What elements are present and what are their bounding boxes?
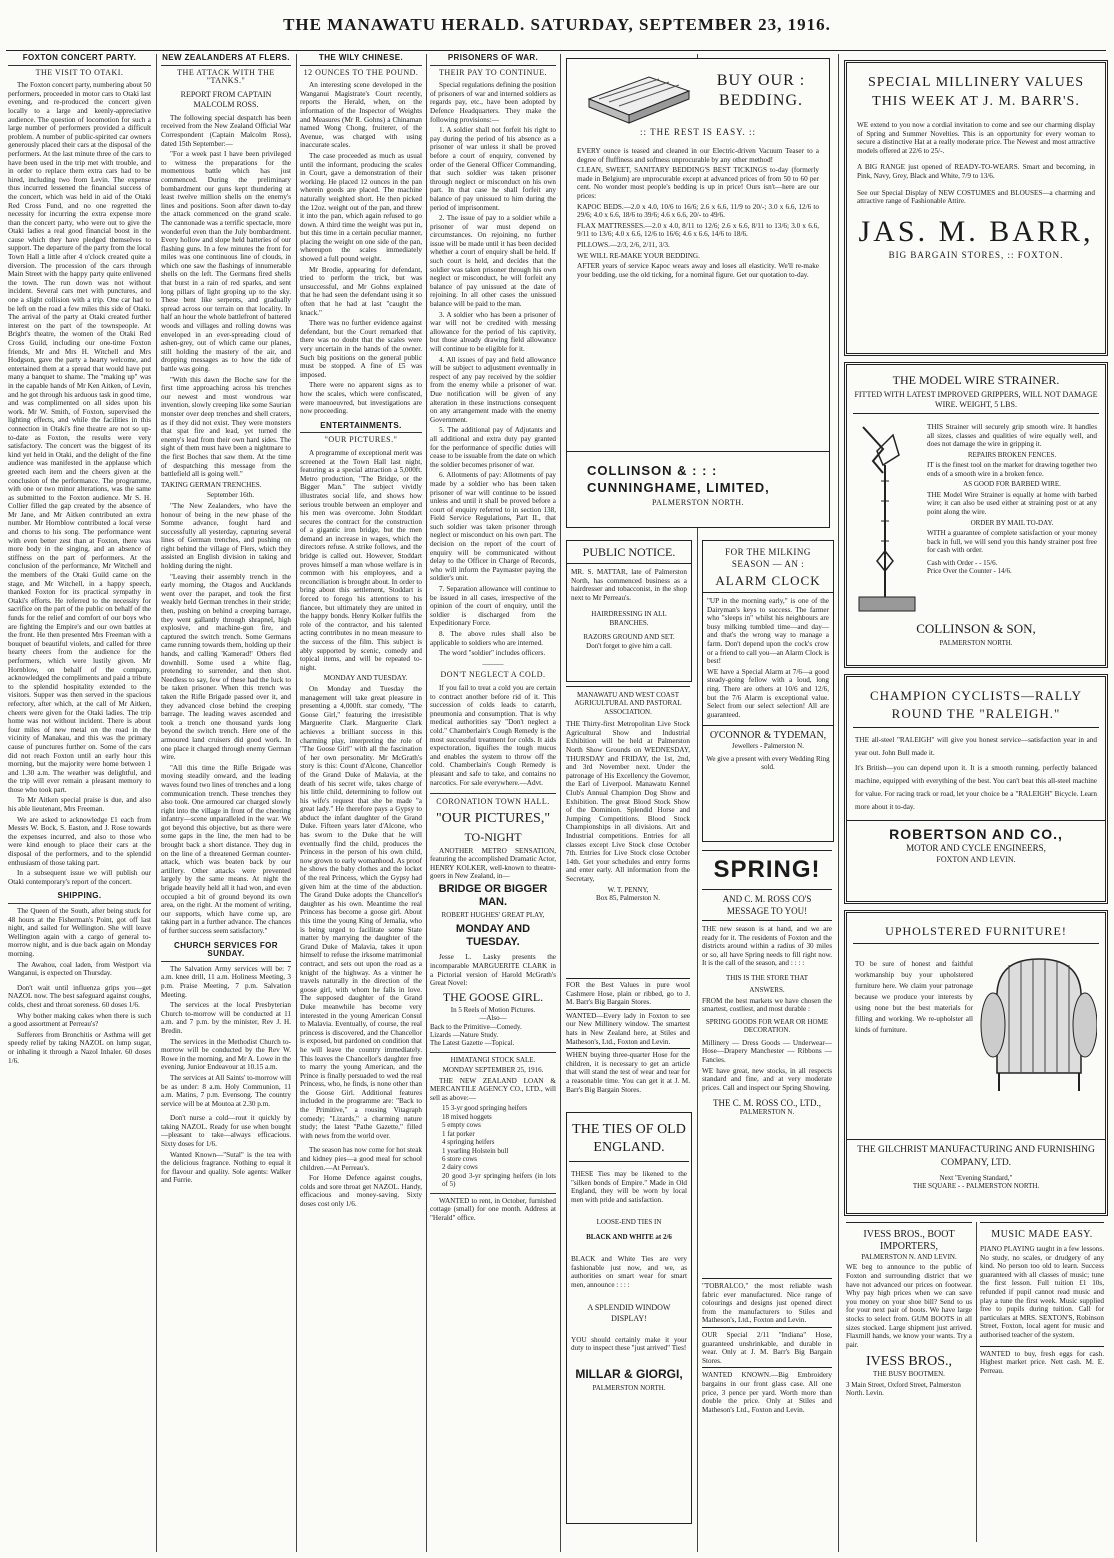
small-ad: "TOBRALCO," the most reliable wash fabric ever manufactured. Nice range of colourings and designs just opened direct from the manufacturers to Stiles and Matheson's, Ltd., Foxton and Levin. [702,1278,832,1325]
article-subheading: THE ATTACK WITH THE "TANKS." [177,67,275,86]
spring-text: Millinery — Dress Goods — Underwear—Hose—Drapery Manchester — Ribbons — Fancies. [702,1038,832,1064]
bedding-prices: KAPOC BEDS.—2.0 x 4.0, 10/6 to 16/6; 2.6 x 6.6, 11/9 to 20/-; 3.0 x 6.6, 12/6 to 29/6; 4.0 x 6.6, 18/6 to 39/6; 4.6 x 6.6, 20/- to 49/6. [577,202,819,220]
upholstery-text: TO be sure of honest and faithful workmanship buy your upholstered furniture here. We claim your patronage because we produce your interests by using none but the best materials for filling and working. We re-upholster all kinds of furniture. [855,960,973,1034]
article-paragraph: "Leaving their assembly trench in the early morning, the Otagos and Aucklands went over the parapet, and took the first weakly held German trenches in their stride; then, pushing on behind a creeping barrage, they went gallantly through shrapnel, high explosive, and machine-gun fire, and captured the switch trench. Some Germans came running towards them, holding up their hands, and calling 'Kamerad!' Others fled downhill. Some used a white flag, pretending to surrender, and then shot. Needless to say, few of these had the luck to be taken prisoner. When this trench was taken the Rifle Brigade passed over it, and they advanced close behind the creeping barrage. The leading waves ascended and took a trench one thousand yards long beyond the switch trench. Here one of the armoured land cruisers did good work. In one place it charged through enemy German wire. [161,572,291,762]
article-paragraph: A programme of exceptional merit was screened at the Town Hall last night, featuring as a special attraction a 5,000ft. Metro production, "The Bridge, or the Bigger Man." The subject vividly illustrates social life, and shows how serious trouble between an employer and his men was overcome. John Stoddart secures the contract for the construction of a gigantic iron bridge, but the men demand an increase in wages, which the directors refuse. A strike follows, and the bridge is called out. However, Stoddart proves himself a man whose welfare is in common with his employees, and a reconciliation is brought about. In order to bring about this settlement, Stoddart is forced to forego his attentions to his fiancee, but ultimately they are united in the happy bonds. Henry Kolker fulfils the role of the contractor, and his talented acting contributes in no mean measure to the success of the film. This subject is ably supported by scenic, comedy and topical items, and will be repeated to-night. [300,448,422,672]
ivess-title: IVESS BROS., BOOT IMPORTERS, [863,1229,955,1252]
upholstery-title: UPHOLSTERED FURNITURE! [853,923,1099,944]
article-paragraph: The following special despatch has been received from the New Zealand Official War Correspondent (Captain Malcolm Ross), dated 15th September:— [161,113,291,148]
spring-text: WE have great, new stocks, in all respects standard and fine, and at very moderate prices. Call and inspect our Spring Showing. [702,1066,832,1092]
article-paragraph: There was no further evidence against defendant, but the Court remarked that there was no doubt that the scales were very uncertain in the hands of the owner. Such big positions on the general public must be stopped. A fine of £5 was imposed. [300,319,422,379]
upholstery-ad [844,910,1108,1216]
article-paragraph: "With this dawn the Boche saw for the first time approaching across his trenches our newest and most wondrous war invention, slowly creeping like some Saurian monster over deep trenches and shell craters, as if they did not exist. They were monsters that spat fire and lead, yet turned the enemy's lead from their own hard sides. The sight of them must have been a nightmare to the first Boches that saw them. At the time of despatching this message from the battlefield all is going well." [161,375,291,479]
article-subheading: "OUR PICTURES." [324,435,398,445]
article-subheading: DON'T NEGLECT A COLD. [440,670,546,680]
ivess-busy: THE BUSY BOOTMEN. [873,1370,945,1379]
article-heading: SHIPPING. [8,892,151,904]
article-paragraph: 5. The additional pay of Adjutants and all additional and extra duty pay granted for the performance of specific duties will cease to be issuable from the date on which the soldier becomes prisoner of war. [430,426,556,469]
small-ad: WANTED—Every lady in Foxton to see our New Millinery window. The smartest hats in New Zealand here, at Stiles and Matheson's, Ltd., Foxton and Levin. [566,1009,690,1046]
small-ad: The season has now come for hot steak and kidney pies—a good meal for school children.—At Perreau's. [300,1146,422,1172]
wire-subtitle: FITTED WITH LATEST IMPROVED GRIPPERS, WILL NOT DAMAGE WIRE. WEIGHT, 5 LBS. [853,390,1099,414]
alarm-clock-ad [702,540,834,842]
column-concert [8,54,151,1550]
spring-firm: THE C. M. ROSS CO., LTD., [713,1098,821,1109]
bedding-firm-line2: CUNNINGHAME, LIMITED, [587,480,770,495]
article-paragraph: 8. The above rules shall also be applicable to soldiers who are interned. [430,630,556,647]
raleigh-trade: MOTOR AND CYCLE ENGINEERS, [906,843,1046,853]
armchair-illustration [979,953,1097,1103]
spring-line: ANSWERS. [749,986,785,995]
barr-stores: BIG BARGAIN STORES, :: FOXTON. [888,249,1064,260]
small-ad: Don't wait until influenza grips you—get NAZOL now. The best safeguard against coughs, colds, chest and throat soreness. 60 doses 1/6. [8,983,151,1009]
bedding-firm-block [567,451,829,507]
small-ad: Wanted Known—"Sutal" is the tea with the delicious fragrance. Nothing to equal it for flavour and quality. Sole agents: Walker and Furrie. [161,1150,291,1185]
article-paragraph: The services at All Saints' to-morrow will be as under: 8 a.m. Holy Communion, 11 a.m. Matins, 7 p.m. Evensong. The country service will be at Moutoa at 2.30 p.m. [161,1073,291,1108]
spring-text: THE new season is at hand, and we are ready for it. The residents of Foxton and the districts around within a radius of 30 miles or so, all have Spring needs to fill right now. It is the call of the season, and : : : : [702,925,832,968]
ties-firm: MILLAR & GIORGI, [575,1366,683,1381]
small-ad: Sufferers from Bronchitis or Asthma will get speedy relief by taking NAZOL on lump sugar, or inhaling it through a Nazol Inhaler. 60 doses 1/6. [8,1030,151,1065]
wire-text: THE Model Wire Strainer is equally at home with barbed wire; it can also be used either at straining post or at any point along the wire. [927,490,1097,516]
bedding-text: EVERY ounce is teased and cleaned in our Electric-driven Vacuum Teaser to a degree of fluffiness and softness unprocurable by any other method! [577,147,819,164]
wire-firm: COLLINSON & SON, [916,621,1036,636]
spring-line: SPRING GOODS FOR WEAR OR HOME DECORATION. [705,1017,829,1035]
spring-title: SPRING! [713,856,821,883]
article-crosshead: MONDAY AND TUESDAY. [323,674,408,683]
ties-title: THE TIES OF OLD ENGLAND. [569,1121,689,1162]
raleigh-ad [844,674,1108,904]
small-ad: WHEN buying three-quarter Hose for the children, it is necessary to get an article that will stand the test of wear and tear for a reasonable time. You can get it at J. M. Barr's Big Bargain Stores. [566,1048,690,1094]
upholstery-firm: THE GILCHRIST MANUFACTURING AND FURNISHING COMPANY, LTD. [857,1145,1095,1168]
wire-firm-block [847,621,1105,647]
raleigh-text: It's British—you can depend upon it. It is a smooth running, perfectly balanced machine, equipped with everything of the best. You can't beat this all-steel machine for value. For racing track or road, let your choice be a "RALEIGH" Bicycle. Learn more about it to-day. [855,764,1097,811]
wire-town: PALMERSTON NORTH. [939,639,1013,647]
show-ad [566,686,690,971]
article-paragraph: If you fail to treat a cold you are certain to contract another before rid of it. This succession of colds leads to catarrh, pneumonia and consumption. That is why medical authorities say "Don't neglect a cold." Chamberlain's Cough Remedy is the most successful treatment for colds. It aids expectoration, liquifies the tough mucus and enables the system to throw off the cold. Chamberlain's Cough Remedy is pleasant and safe to take, and contains no narcotics. For sale everywhere.—Advt. [430,683,556,787]
alarm-line: FOR THE MILKING [725,547,811,557]
article-paragraph: "For a week past I have been privileged to witness the preparations for the momentous battle which has just commenced. During the preliminary bombardment our guns kept thundering at least twelve million shells on the enemy's lines and positions. Soon after dawn to-day the attack commenced on the grand scale. The cannonade was a terrific spectacle, more wonderful even than the July bombardment. Every hollow and slope held batteries of our flashing guns. In a few minutes the front for miles was one continuous line of clouds, in which one saw the flashings of innumerable shells on the left. The Germans fired shells that burst in a rain of red sparks, and sent long pillars of light groping up to the sky. These bent like serpents, and gradually spread across our terrain on that locality. In half an hour the whole battlefront of battered woods and villages and rolling downs was enveloped in an ever-spreading cloud of ashen-grey, out of which came our planes, still holding the mastery of the air, and dropping messages as to how the tide of battle was going. [161,150,291,373]
small-ad: FOR the Best Values in pure wool Cashmere Hose, plain or ribbed, go to J. M. Barr's Big Bargain Stores. [566,978,690,1007]
article-paragraph: The Awahou, coal laden, from Westport via Wanganui, is expected on Thursday. [8,960,151,978]
bedding-ad [566,58,830,528]
column-rule [296,54,297,1552]
barr-text: See our Special Display of NEW COSTUMES and BLOUSES—a charming and attractive range of Fashionable Attire. [857,188,1095,206]
supporting-label: —Also— [479,1014,507,1023]
raleigh-town: FOXTON AND LEVIN. [936,855,1016,864]
upholstery-address: THE SQUARE - - PALMERSTON NORTH. [912,1182,1040,1191]
small-ad: OUR Special 2/11 "Indiana" Hose, guaranteed unshrinkable, and durable in wear. Only at J. M. Barr's Big Bargain Stores. [702,1327,832,1365]
barr-millinery-ad [844,60,1108,356]
film-title: THE GOOSE GIRL. [442,989,544,1004]
ties-text: THESE Ties may be likened to the "silken bonds of Empire." Made in Old England, they will be worn by local men with pride and satisfaction. [571,1170,687,1204]
article-subheading: 12 OUNCES TO THE POUND. [303,67,419,77]
public-notice-ad [566,540,692,682]
alarm-line: SEASON — AN : [731,559,805,569]
article-heading: CHURCH SERVICES FOR SUNDAY. [161,942,291,962]
article-paragraph: On Monday and Tuesday the management will take great pleasure in presenting a 4,000ft. star comedy, "The Goose Girl," featuring the irresistible Marguerite Clark. Marguerite Clark achieves a brilliant success in this charming play, interpreting the role of "The Goose Girl" with all the fascination of her own personality. Mr McGrath's story is this: Count d'Alcone, Chancellor of the Grand Duke of Malavia, at the death of his secret wife, takes charge of his little child, determining to follow out his wife's request that she be made "a great lady." He therefore pays a Gypsy to abduct the infant daughter of the Grand Duke. Fifteen years later d'Alcone, who has sworn to the Duke that he will eventually find the child, produces the Princess in the person of his own child, now grown to early womanhood. As proof he shows the baby clothes and the locket of the real Princess, which the Gypsy had given him at the time of the abduction. The Grand Duke adopts the Chancellor's daughter as his own. Meantime the real Princess has become a goose girl. About this time the young King of Jemalia, who is being urged to facilitate some State matter by marrying the daughter of the Grand Duke of Malavia, takes it upon himself to refuse the irksome matrimonial contract, and sets out upon the road as a knight of the highway. As a vintner he travels naturally in the direction of the goose girl, with whom he falls in love. The supposed daughter of the Grand Duke meanwhile has become very interested in the young American Consul to Malavia. Eventually, of course, the real princess is discovered, and the Chancellor is exposed, but pardoned on condition that he will leave the country immediately. This leaves the Chancellor's daughter free to marry the young American, and the Prince is finally persuaded to wed the real Princess, who, he finds, is none other than the Goose Girl. Additional features included in the programme are: "Back to the Primitive," a rousing Vitagraph comedy; "Lizards," a charming nature study; the latest "Pathe Gazette," filled with news from the world over. [300,684,422,1140]
column-rule [426,54,427,1552]
alarm-text: "UP in the morning early," is one of the Dairyman's keys to success. The farmer who "sleeps in" whilst his neighbours are busy milking tumbled time—and day—and that's the wrong way to manage a farm. Don't depend upon the cock's crow or a friend to call you—an Alarm Clock is best! [707,597,829,666]
article-subheading: THE VISIT TO OTAKI. [35,67,124,77]
article-paragraph: We are asked to acknowledge £1 each from Messrs W. Bock, S. Easton, and J. Rose towards the expenses incurred, and also to those who were kind enough to place their cars at the disposal of the performers, and to the splendid enthusiasm of those taking part. [8,815,151,867]
article-paragraph: The case proceeded as much as usual until the informant, producing the scales in Court, gave a demonstration of their working. He placed 12 ounces in the pan wherein goods are placed. The machine naturally weighted short. He then picked the 12oz. weight out of the pan, and threw it into the pan, which again refused to go down. A third time the weight was put in, but this time in a certain peculiar manner, placing the weight on one side of the pan, whereupon the scales immediately showed a full pound weight. [300,151,422,264]
column-chinese [300,54,422,1550]
article-paragraph: 4. All issues of pay and field allowance will be subject to adjustment eventually in respect of any pay received by the soldier from the enemy while a prisoner of war. Due notification will be given of any alteration in these instructions consequent on any arrangement made with the enemy Government. [430,355,556,424]
bedding-prices: PILLOWS.—2/3, 2/6, 2/11, 3/3. [577,240,670,249]
notice-line: HAIRDRESSING IN ALL BRANCHES. [591,610,667,627]
stock-sale-ad [430,1052,556,1189]
show-title: MANAWATU AND WEST COAST AGRICULTURAL AND PASTORAL ASSOCIATION. [574,691,682,716]
article-paragraph: 6. Allotments of pay: Allotments of pay made by a soldier who has been taken prisoner of war will continue to be issued unless and until it shall be proved before a court of enquiry referred to in section 138, Field Service Regulations, Part II., that such soldier was taken prisoner through neglect or misconduct on his own part. The decision on the report of the court of enquiry will be communicated without delay to the Officer in Charge of Records, who will inform the Paymaster paying the soldier's unit. [430,471,556,583]
column-rule [156,54,157,1552]
wire-strainer-ad [844,362,1108,668]
column-rule [560,54,561,1552]
notice-title: PUBLIC NOTICE. [567,545,691,564]
supporting-item: Lizards —Nature Study. [430,1031,499,1040]
raleigh-title: CHAMPION CYCLISTS—RALLY ROUND THE "RALEIGH." [853,687,1099,728]
film-title: BRIDGE OR BIGGER MAN. [438,883,548,909]
article-heading: NEW ZEALANDERS AT FLERS. [161,54,291,66]
small-ad: Why bother making cakes when there is such a good assortment at Perreau's? [8,1011,151,1029]
bedding-town: PALMERSTON NORTH. [651,498,745,507]
stock-item: 6 store cows [442,1154,477,1163]
stock-item: 2 dairy cows [442,1163,478,1172]
film-reels: In 5 Reels of Motion Pictures. [450,1005,536,1014]
ivess-address: 3 Main Street, Oxford Street, Palmerston North. Levin. [846,1380,961,1398]
ivess-town: PALMERSTON N. AND LEVIN. [861,1253,957,1261]
wire-title: THE MODEL WIRE STRAINER. [892,373,1060,387]
show-secretary: W. T. PENNY, [607,885,649,894]
music-title: MUSIC MADE EASY. [991,1229,1093,1240]
article-paragraph: The Queen of the South, after being stuck for 48 hours at the Fisherman's Point, got off last night, and sailed for Wellington. She will leave Wellington again with a cargo of general to-morrow night, and is due back again on Monday morning. [8,907,151,958]
barr-name: JAS. M. BARR, [858,214,1094,248]
wire-line: AS GOOD FOR BARBED WIRE. [963,480,1061,489]
alarm-text: WE have a Special Alarm at 7/6—a good steady-going fellow with a loud, long ring. There are others at 10/6 and 12/6, but the 7/6 Alarm is exceptional value. Select from our select selection! All are guaranteed. [707,667,829,719]
film-credit: ROBERT HUGHES' GREAT PLAY, [441,911,545,920]
wire-line: ORDER BY MAIL TO-DAY. [970,518,1054,527]
article-paragraph: In a subsequent issue we will publish our Otaki contemporary's report of the concert. [8,869,151,886]
ivess-name: IVESS BROS., [866,1354,952,1370]
show-text: THE Thirty-first Metropolitan Live Stock Agricultural Show and Industrial Exhibition will be held at Palmerston North Show Grounds on WEDNESDAY, THURSDAY and FRIDAY, the 1st, 2nd, and 3rd November next. Under the patronage of His Excellency the Governor, the Earl of Liverpool. Manawatu Kennel Club's Annual Champion Dog Show and Exhibition. The great Blood Stock Show of the Dominion. Splendid Horse and Jumping Competitions. Blood Stock Championships in all divisions. Art and Industrial competitions. Entries for all classes except Live Stock close October 7th. Entries for Live Stock close October 14th. Get your schedules and entry forms and enter early. All information from the Secretary, [566,720,690,883]
small-ads-block [566,976,690,1098]
hall-name: CORONATION TOWN HALL. [436,797,550,807]
article-crosshead: TAKING GERMAN TRENCHES. [161,480,262,489]
bedding-body [577,145,819,281]
ties-text: YOU should certainly make it your duty to inspect these "just arrived" Ties! [571,1335,687,1353]
article-paragraph: 7. Separation allowance will continue to be issued in all cases, irrespective of the opinion of the court of enquiry, until the soldier is discharged from the Expeditionary Force. [430,585,556,628]
wire-price: Cash with Order - - 15/6. [927,558,998,567]
bedding-firm-line1: COLLINSON & : : : [587,463,718,478]
column-rule [976,1222,977,1542]
bedding-text: AFTER years of service Kapoc wears away and loses all elasticity. We'll re-make your bedding, use the old ticking, for a nominal figure. Get our quotation to-day. [577,262,819,279]
spring-ad [702,850,832,1271]
article-paragraph: "All this time the Rifle Brigade was moving steadily onward, and the leading waves found two lines of trenches and a long communication trench. These trenches they also took. One armoured car charged slowly right into the village in front of the cheering infantry—scene unparalleled in the war. We got beyond this objective, but as there were some gaps in the line, the men had to be brought back a short distance. They dug in on the line of a threatened German counter-attack, which was beaten back by our artillery. Other attacks were prevented largely by the same means. At night the brigade heavily held all it had won, and even occupied a bit of ground beyond its own area, on the right. At the moment of writing, our supports, which have come up, are taking part in a further advance. The chances of further success seem satisfactory." [161,763,291,935]
alarm-gift: We give a present with every Wedding Ring sold. [706,754,830,772]
wire-text: WITH a guarantee of complete satisfaction or your money back in full, we will send you this handy strainer post free for cash with order. [927,528,1097,555]
wire-text: IT is the finest tool on the market for drawing together two ends of a smooth wire in a broken fence. [927,461,1097,478]
upholstery-firm-block [847,1139,1105,1191]
small-ad: WANTED KNOWN.—Big Embroidery bargains in our front glass case. All one price, 3 pence per yard. Worth more than double the price. Only at Stiles and Matheson's Ltd., Foxton and Levin. [702,1367,832,1414]
pictures-ad [430,793,556,1048]
stock-item: 1 fat porker [442,1129,475,1138]
ties-line: BLACK AND WHITE at 2/6 [586,1232,672,1241]
tonight-label: TO-NIGHT [464,829,522,844]
alarm-firm: O'CONNOR & TYDEMAN, [703,725,833,742]
ties-line: LOOSE-END TIES IN [596,1218,662,1227]
wire-text: THIS Strainer will securely grip smooth wire. It handles all sizes, classes and qualities of wire equally well, and does not damage the wire in gripping it. [927,423,1097,449]
bedding-text: CLEAN, SWEET, SANITARY BEDDING'S BEST TICKINGS to-day (formerly made in Belgium) are unprocurable except at advanced prices of from 50 to 60 per cent. No wonder most people's bedding is up in price! Ours isn't—here are our prices: [577,166,819,200]
screening-days: MONDAY AND TUESDAY. [455,923,531,949]
article-dateline: September 16th. [206,491,255,500]
article-heading: ENTERTAINMENTS. [300,422,422,434]
stock-item: 5 empty cows [442,1121,481,1130]
spring-town: PALMERSTON N. [739,1108,795,1117]
column-flers [161,54,291,1550]
upholstery-next: Next "Evening Standard," [939,1174,1013,1182]
small-ad: WANTED to rent, in October, furnished cottage (small) for one month. Address at "Herald" office. [430,1193,556,1223]
article-heading: FOXTON CONCERT PARTY. [8,54,151,66]
ties-text: BLACK and White Ties are very fashionable just now, and we, as authorities on smart wear for smart men, announce : : : : [571,1255,687,1289]
article-heading: THE WILY CHINESE. [300,54,422,66]
ivess-text: WE beg to announce to the public of Foxton and surrounding district that we have not advanced our prices on footwear. Why pay high prices when we can save you money on your shoe bill? Send to us for your next pair of boots. We have large stocks to select from. GUM BOOTS in all sizes stocked. Large shipment just arrived. Flaxmill hands, we know your wants. Try a pair. [846,1263,972,1349]
barr-text: A BIG RANGE just opened of READY-TO-WEARS. Smart and becoming, in Pink, Navy, Grey, Black and White, 7/9 to 13/6. [857,163,1095,180]
stock-item: 4 springing heifers [442,1138,495,1147]
barr-text: WE extend to you now a cordial invitation to come and see our charming display of Spring and Summer Novelties. This is an opportunity for every woman to secure a distinctive Hat at a really moderate price. The Newest and most attractive models offered at 22/6 to 25/-. [857,121,1095,155]
ties-town: PALMERSTON NORTH. [592,1383,666,1392]
supporting-item: The Latest Gazette —Topical. [430,1039,515,1048]
article-paragraph: An interesting scene developed in the Wanganui Magistrate's Court recently, reports the Herald, when, on the information of the Inspector of Weights and Measures (Mr R. Gohns) a Chinaman named Wong Chong, fruiterer, of the Avenue, was charged with using inaccurate scales. [300,81,422,150]
wire-price: Price Over the Counter - 14/6. [927,567,1012,576]
alarm-title: ALARM CLOCK [703,573,833,593]
ties-ad [566,1112,692,1524]
article-byline: REPORT FROM CAPTAIN MALCOLM ROSS. [180,89,272,109]
article-paragraph: The services in the Methodist Church to-morrow will be conducted by the Rev W. Rowe in the morning, and Mr A. Lowe in the evening. Junior Endeavour at 10.15 a.m. [161,1037,291,1072]
bedding-prices: FLAX MATTRESSES.—2.0 x 4.0, 8/11 to 12/6; 2.6 x 6.6, 8/11 to 13/6; 3.0 x 6.6, 9/11 to 13/6; 4.0 x 6.6, 12/6 to 16/6; 4.6 x 6.6, 14/6 to 18/6. [577,221,819,239]
column-prisoners [430,54,556,1550]
show-box: Box 85, Palmerston N. [596,893,660,902]
pictures-title: "OUR PICTURES," [435,810,551,826]
small-ad: Don't nurse a cold—rout it quickly by taking NAZOL. Ready for use when bought—pleasant to take—always efficacious. Sixty doses for 1/6. [161,1114,291,1149]
barr-title: SPECIAL MILLINERY VALUES THIS WEEK AT J. M. BARR'S. [867,75,1085,109]
article-heading: PRISONERS OF WAR. [430,54,556,66]
notice-line: Don't forget to give him a call. [586,641,672,650]
article-paragraph: 3. A soldier who has been a prisoner of war will not be credited with messing allowance for the period of his captivity, but those already drawing field allowance will continue to be eligible for it. [430,310,556,353]
article-paragraph: The Salvation Army services will be: 7 a.m. knee drill, 11 a.m. Holiness Meeting, 3 p.m. Praise Meeting, 7 p.m. Salvation Meeting. [161,964,291,999]
stock-item: 20 good 3-yr springing heifers (in lots of 5) [442,1171,556,1189]
masthead: THE MANAWATU HERALD. SATURDAY, SEPTEMBER 23, 1916. [283,15,831,34]
small-ads-block [702,1276,832,1546]
spring-text: FROM the best markets we have chosen the smartest, costliest, and most durable : [702,996,832,1014]
article-paragraph: There were no apparent signs as to how the scales, which were confiscated, were manoeuvred, but investigations are now proceeding. [300,381,422,416]
pictures-text: ANOTHER METRO SENSATION, featuring the accomplished Dramatic Actor, HENRY KOLKER, well-known to theatre-goers in New Zealand, in— [430,846,556,881]
column-rule [838,54,839,1552]
notice-text: MR. S. MATTAR, late of Palmerston North, has commenced business as a hairdresser and tobacconist, in the shop next to Mr Perreau's. [571,568,687,602]
small-ad: WANTED to buy, fresh eggs for cash. Highest market price. Nett cash. M. E. Perreau. [980,1346,1104,1376]
article-paragraph: Mr Brodie, appearing for defendant, tried to perform the trick, but was unsuccessful, and Mr Gohns explained that he had seen the defendant using it so often that he had at last "caught the knack." [300,265,422,317]
stock-item: 18 mixed hoggets [442,1112,492,1121]
sale-title: HIMATANGI STOCK SALE. [450,1055,536,1064]
wire-strainer-illustration [853,421,921,621]
raleigh-text: THE all-steel "RALEIGH" will give you honest service—satisfaction year in and year out. John Bull made it. [855,736,1097,757]
wire-line: REPAIRS BROKEN FENCES. [967,450,1057,459]
ivess-ad [846,1222,972,1543]
stock-item: 1 yearling Holstein bull [442,1146,509,1155]
article-paragraph: 1. A soldier shall not forfeit his right to pay during the period of his absence as a prisoner of war unless it shall be proved before a court of enquiry, convened by order of the General Officer Commanding, that such soldier was taken prisoner through neglect or misconduct on his own part. In that case he shall forfeit any balance of pay unissued to him during the period of imprisonment. [430,126,556,212]
raleigh-firm: ROBERTSON AND CO., [847,820,1105,843]
sale-date: MONDAY SEPTEMBER 25, 1916. [442,1066,544,1075]
wire-body [927,421,1097,576]
bedding-title: BUY OUR : BEDDING. [716,72,806,109]
music-text: PIANO PLAYING taught in a few lessons. No study, no scales, or drudgery of any kind. No person too old to learn. Success guaranteed with all classes of music; tune the first lesson. Full tuition £1 10s, refunded if pupil cannot read music and play a tune the first week. Music supplied free to pupils during tuition. Call for particulars at MRS. SEXTON'S, Robinson Street, Foxton, local agent for music and authorised teacher of the system. [980,1245,1104,1339]
article-paragraph: The Foxton concert party, numbering about 50 performers, proceeded in motor cars to Otaki last evening, and re-produced the concert given locally to a large and keenly-appreciative audience. The question of locomotion for such a large number of performers provided a difficult problem. A number of public-spirited car owners generously placed their cars at the disposal of the performers. At the last minute three of the cars to have been used in the trip met with trouble, and in order to replace them extra cars had to be hired, including two from Levin. The expense thus incurred lessened the financial success of the concert, which was held in aid of the Otaki Red Cross Fund, and no one regretted the necessity for incurring the extra expense more than the concert party, who were out to give the Otaki ladies a real good financial boost in the cause which they have pledged themselves to support. The departure of the party from the local Town Hall a little after 4 o'clock created quite a diversion. The procession of the cars through Main Street with the happy party quite enlivened the town. The run down was not without incident. Several cars met with punctures, and one a slight collision with a trip. One car had to be left on the road a few miles this side of Otaki. The arrival of the party at Otaki created further interest on the part of the townspeople. At Bright's theatre, the women of the Otaki Red Cross Guild, including our one-time Foxton friends, Mr and Mrs H. Witchell and Mrs Hodgson, gave the party a hearty welcome, and entertained them at a spread that would have put many a banquet to shame. The "making up" was in the capable hands of Mr Ken Aitken, of Levin, and he got through his arduous task in good time, and was complimented on all sides upon his work. Mr W. Smith, of Foxton, supervised the lighting effects, and while the facilities in this connection in Otaki's fine theatre are not so up-to-date as Foxton, the results were very satisfactory. The concert was the biggest of its kind yet held in Otaki, and the delight of the fine audience was manifested in the applause which greeted each item and the cheers given at the conclusion of the performance. The programme, with one or two minor alterations, was the same as submitted to the Foxton audience. Mr S. H. Collier filled the gap created by the absence of Mr Jane, and Mr Aitken contributed an extra number. Mr Hornblow contributed a local verse and chorus to his song. The performance went with even better zest than at Foxton, there was more body in the singing, and an absence of stiffness on the part of performers. At the conclusion of the performance, Mr Witchell and the members of the Otaki Guild came on the stage, and Mr Witchell, in a happy speech, thanked Foxton for its practical sympathy in Otaki's efforts. He referred to the necessity for sacrifice on the part of the public on behalf of the funds for the relief and comfort of our boys who are fighting the Empire's and our own battles at the front. He then presented Mrs Freeman with a bouquet of beautiful violets, and called for three hearty cheers from the audience for the performers, which were lustily given. Mr Hornblow, on behalf of the company, acknowledged the compliments and paid a tribute to the splendid hospitality extended to the visitors. Supper was then served in the spacious refectory, after which, at the call of Mr Aitken, cheers were given for the Otaki ladies. The trip home was not without incident. There is about four miles of new metal on the road in the vicinity of Manakau, and this was the primary cause of punctures further on. Some of the cars did not reach Foxton until an early hour this morning, but the majority were home between 1 and 1.30 a.m. The weather was delightful, and the trip will ever remain a pleasant memory to those who took part. [8,81,151,794]
article-paragraph: To Mr Aitken special praise is due, and also his able lieutenant, Mrs Freeman. [8,796,151,814]
mattress-illustration [585,69,693,125]
notice-line: RAZORS GROUND AND SET. [583,633,675,642]
article-paragraph: 2. The issue of pay to a soldier while a prisoner of war must depend on circumstances. On rejoining, no further issue will be made until it has been decided whether a court of enquiry shall be held. If such court is held, and decides that the soldier was taken prisoner through his own neglect or misconduct, he will forfeit any balance of pay unissued at the date of rejoining. In all other cases the unissued balance will be paid to the man. [430,214,556,309]
sale-text: THE NEW ZEALAND LOAN & MERCANTILE AGENCY CO., LTD., will sell as above:— [430,1076,556,1102]
ties-line: A SPLENDID WINDOW DISPLAY! [587,1302,671,1323]
bedding-remake: WE WILL RE-MAKE YOUR BEDDING. [577,251,700,260]
spring-subtitle: AND C. M. ROSS CO'S MESSAGE TO YOU! [702,889,832,921]
article-paragraph: Special regulations defining the position of prisoners of war and interned soldiers as regards pay, etc., have been adopted by Defence Headquarters. They make the following provisions:— [430,81,556,124]
article-paragraph: "The New Zealanders, who have the honour of being in the new phase of the Somme advance, fought hard and successfully all yesterday, capturing several lines of German trenches, and pushing on right behind the village of Flers, which they assisted an English division in taking and holding during the night. [161,501,291,571]
music-ad [980,1222,1104,1543]
masthead-rule [6,50,1106,51]
alarm-jewellers: Jewellers - Palmerston N. [732,742,804,751]
small-ad: For Home Defence against coughs, colds and sore throat get NAZOL. Handy, efficacious and money-saving. Sixty doses cost only 1/6. [300,1174,422,1208]
divider: ——— [482,659,504,668]
stock-item: 15 3-yr good springing heifers [442,1104,528,1113]
spring-line: THIS IS THE STORE THAT [725,973,809,982]
article-subheading: THEIR PAY TO CONTINUE. [438,67,548,77]
article-paragraph: The word "soldier" includes officers. [439,649,546,658]
pictures-text: Jesse L. Lasky presents the incomparable MARGUERITE CLARK in a Pictorial version of Harold McGrath's Great Novel: [430,953,556,988]
supporting-item: Back to the Primitive—Comedy. [430,1022,522,1031]
upholstery-body [855,957,973,1038]
bedding-tagline: :: THE REST IS EASY. :: [639,127,757,137]
article-paragraph: The services at the local Presbyterian Church to-morrow will be conducted at 11 a.m. and 7 p.m. by the minister, Rev J. H. Bredin. [161,1001,291,1035]
